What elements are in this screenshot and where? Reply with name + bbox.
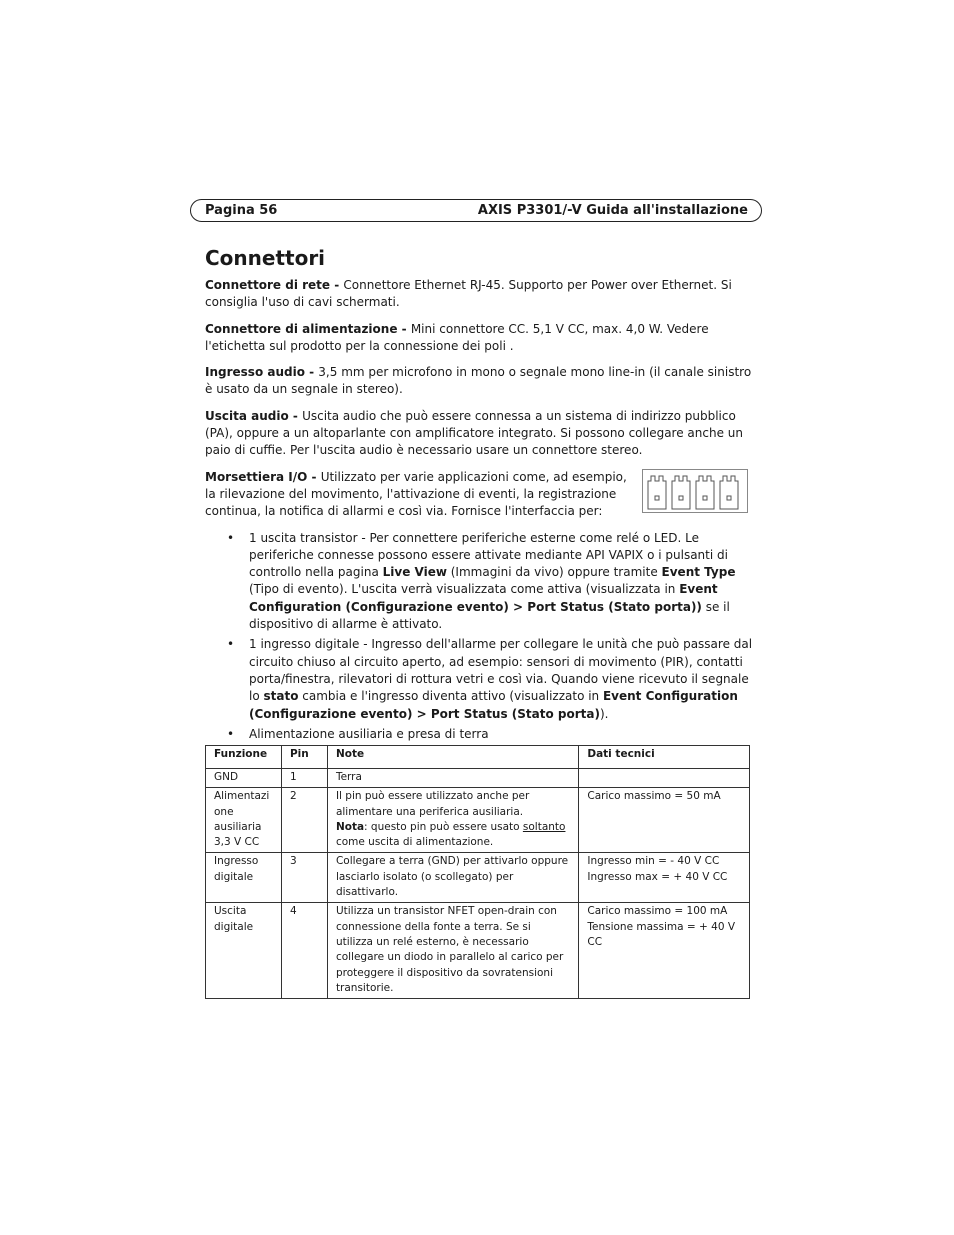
note-line: Il pin può essere utilizzato anche per alimentare una periferica ausiliaria. bbox=[335, 790, 530, 818]
document-title: AXIS P3301/-V Guida all'installazione bbox=[477, 203, 748, 218]
cell-pin: 3 bbox=[281, 853, 327, 903]
paragraph-network-connector bbox=[205, 277, 753, 312]
note-line bbox=[336, 820, 570, 851]
text-run: 1 uscita transistor - Per connettere periferiche esterne come relé o LED. Le periferiche connesse possono essere attivate mediante API VAPIX o i pulsanti di controllo nella pagina bbox=[249, 530, 728, 580]
io-interface-list bbox=[205, 530, 753, 744]
ui-term-event-configuration: Event Configuration (Configurazione evento) > Port Status (Stato porta)) bbox=[249, 582, 718, 614]
cell-pin: 1 bbox=[281, 769, 327, 788]
cell-dati: Carico massimo = 50 mA bbox=[579, 788, 750, 853]
pin-spec-table bbox=[205, 745, 750, 999]
cell-funzione: Uscita digitale bbox=[206, 903, 282, 999]
paragraph-power-connector bbox=[205, 321, 753, 356]
text-run: ). bbox=[599, 706, 609, 721]
table-row bbox=[206, 788, 750, 853]
io-terminal-block-section bbox=[205, 469, 753, 521]
cell-funzione: GND bbox=[206, 769, 282, 788]
cell-note bbox=[327, 788, 578, 853]
dati-line: Carico massimo = 100 mA bbox=[587, 905, 728, 918]
ui-term-event-type: Event Type bbox=[661, 565, 736, 580]
column-header-note: Note bbox=[327, 746, 578, 769]
cell-note: Collegare a terra (GND) per attivarlo oppure lasciarlo isolato (o scollegato) per disattivarlo. bbox=[327, 853, 578, 903]
paragraph-text: Mini connettore CC. 5,1 V CC, max. 4,0 W. Vedere l'etichetta sul prodotto per la connessione dei poli . bbox=[205, 321, 709, 353]
text-run: (Tipo di evento). L'uscita verrà visualizzata come attiva (visualizzata in bbox=[249, 582, 680, 597]
dati-line: Tensione massima = + 40 V CC bbox=[587, 920, 736, 948]
cell-pin: 4 bbox=[281, 903, 327, 999]
table-row bbox=[206, 769, 750, 788]
paragraph-text: Connettore Ethernet RJ-45. Supporto per Power over Ethernet. Si consiglia l'uso di cavi schermati. bbox=[205, 278, 732, 310]
paragraph-audio-output bbox=[205, 408, 753, 460]
ui-term-stato: stato bbox=[263, 689, 299, 704]
table-header-row bbox=[206, 746, 750, 769]
paragraph-label: Connettore di rete - bbox=[205, 278, 344, 292]
dati-line: Ingresso max = + 40 V CC bbox=[587, 870, 728, 883]
list-item-transistor-output bbox=[249, 530, 753, 634]
text-run: se il dispositivo di allarme è attivato. bbox=[249, 599, 730, 632]
paragraph-io-terminal bbox=[205, 469, 635, 521]
ui-term-live-view: Live View bbox=[382, 565, 447, 580]
cell-dati bbox=[579, 853, 750, 903]
column-header-pin: Pin bbox=[281, 746, 327, 769]
text-run: 1 ingresso digitale - Ingresso dell'allarme per collegare le unità che può passare dal circuito chiuso al circuito aperto, ad esempio: sensori di movimento (PIR), contatti porta/finestra, rilevatori di rottura vetri e così via. Quando viene ricevuto il segnale lo bbox=[249, 637, 753, 704]
list-item-aux-power bbox=[249, 726, 753, 743]
cell-dati bbox=[579, 903, 750, 999]
cell-funzione: Ingresso digitale bbox=[206, 853, 282, 903]
cell-note: Utilizza un transistor NFET open-drain con connessione della fonte a terra. Se si utilizza un relé esterno, è necessario collegare un diodo in parallelo al carico per proteggere il dispositivo da sovratensioni transitorie. bbox=[327, 903, 578, 999]
text-run: (Immagini da vivo) oppure tramite bbox=[446, 565, 662, 580]
text-run: cambia e l'ingresso diventa attivo (visualizzato in bbox=[298, 689, 603, 704]
paragraph-label: Ingresso audio - bbox=[205, 365, 319, 380]
table-row bbox=[206, 903, 750, 999]
table-row bbox=[206, 853, 750, 903]
paragraph-label: Connettore di alimentazione - bbox=[205, 321, 411, 336]
column-header-dati-tecnici: Dati tecnici bbox=[579, 746, 750, 769]
page-number: Pagina 56 bbox=[205, 203, 278, 218]
dati-line: Ingresso min = - 40 V CC bbox=[587, 855, 720, 868]
text-run: : questo pin può essere usato bbox=[364, 820, 523, 833]
cell-pin: 2 bbox=[281, 788, 327, 853]
text-run: Alimentazione ausiliaria e presa di terra bbox=[249, 726, 489, 741]
paragraph-label: Uscita audio - bbox=[205, 408, 303, 423]
io-connector-illustration bbox=[642, 469, 748, 513]
cell-funzione: Alimentazi one ausiliaria 3,3 V CC bbox=[206, 788, 282, 853]
main-content bbox=[205, 277, 753, 746]
note-label: Nota bbox=[335, 820, 365, 833]
paragraph-audio-input bbox=[205, 364, 753, 399]
paragraph-text: Utilizzato per varie applicazioni come, ad esempio, la rilevazione del movimento, l'attivazione di eventi, la registrazione continua, la notifica di allarmi e così via. Fornisce l'interfaccia per: bbox=[205, 469, 627, 519]
paragraph-label: Morsettiera I/O - bbox=[205, 469, 321, 484]
page-header bbox=[190, 199, 762, 222]
section-title: Connettori bbox=[205, 246, 326, 270]
underlined-text: soltanto bbox=[522, 820, 566, 833]
paragraph-text: Uscita audio che può essere connessa a un sistema di indirizzo pubblico (PA), oppure a un altoparlante con amplificatore integrato. Si possono collegare anche un paio di cuffie. Per l'uscita audio è necessario usare un connettore stereo. bbox=[205, 408, 743, 458]
text-run: come uscita di alimentazione. bbox=[335, 836, 494, 849]
ui-term-event-configuration: Event Configuration (Configurazione evento) > Port Status (Stato porta) bbox=[249, 689, 738, 721]
cell-dati bbox=[579, 769, 750, 788]
column-header-funzione: Funzione bbox=[206, 746, 282, 769]
paragraph-text: 3,5 mm per microfono in mono o segnale mono line-in (il canale sinistro è usato da un segnale in stereo). bbox=[205, 365, 752, 397]
list-item-digital-input bbox=[249, 636, 753, 722]
cell-note: Terra bbox=[327, 769, 578, 788]
